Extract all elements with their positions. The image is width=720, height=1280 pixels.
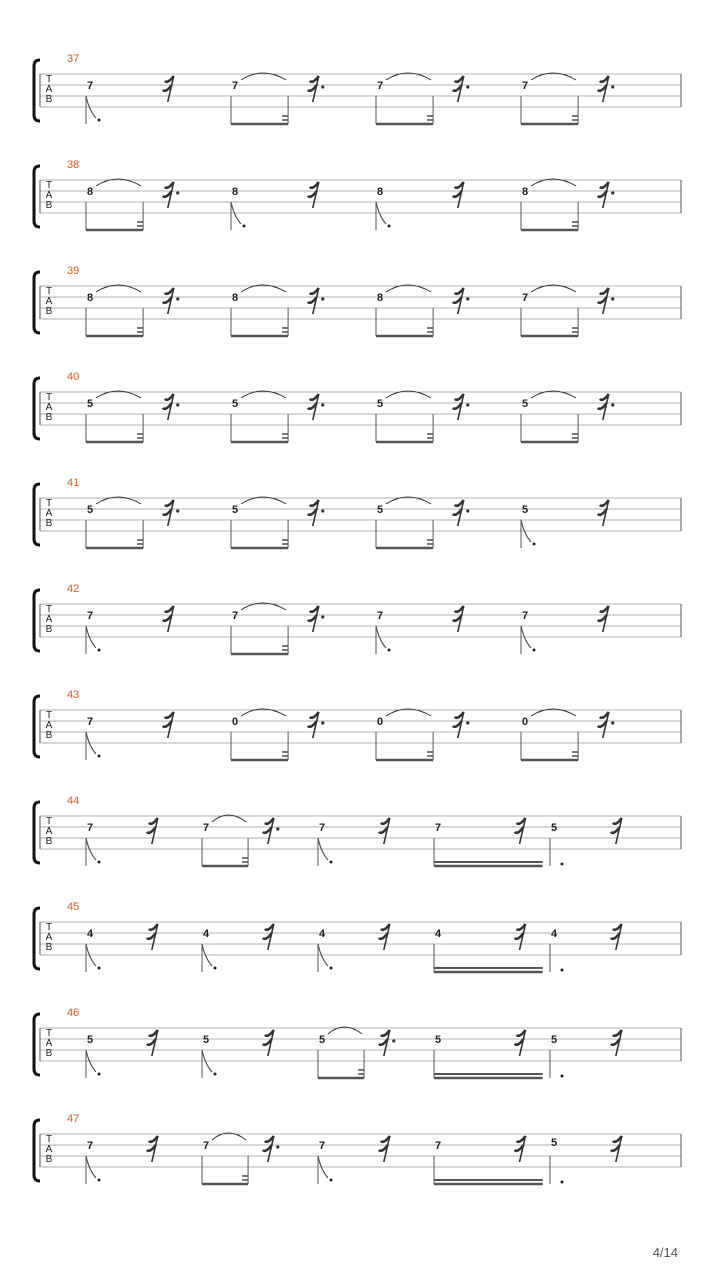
fret-number: 7 [376, 610, 384, 622]
rest-dot [466, 721, 469, 724]
rest-symbol [598, 712, 615, 738]
fret-number: 7 [376, 80, 384, 92]
rest-symbol [598, 606, 609, 632]
rest-dot [392, 1039, 395, 1042]
rest-symbol [379, 1136, 390, 1162]
system-bracket [34, 590, 40, 651]
duration-dot [533, 543, 536, 546]
rest-symbol [453, 606, 464, 632]
fret-number: 7 [86, 822, 94, 834]
duration-dot [561, 1075, 564, 1078]
tab-clef-letter: T [45, 180, 53, 191]
fret-number: 7 [86, 716, 94, 728]
rest-dot [466, 403, 469, 406]
tab-system [34, 795, 681, 866]
rest-symbol [611, 1136, 622, 1162]
tab-clef-letter: B [45, 1154, 53, 1165]
system-bracket [34, 802, 40, 863]
tab-clef-letter: A [45, 508, 53, 519]
tab-clef-letter: B [45, 94, 53, 105]
fret-number: 7 [231, 610, 239, 622]
fret-number: 4 [202, 928, 210, 940]
rest-dot [321, 615, 324, 618]
tab-system [34, 1113, 681, 1184]
fret-number: 4 [86, 928, 94, 940]
rest-symbol [453, 76, 470, 102]
rest-symbol [163, 76, 174, 102]
tab-clef-letter: B [45, 518, 53, 529]
fret-number: 5 [86, 504, 94, 516]
fret-number: 5 [376, 504, 384, 516]
rest-symbol [263, 1136, 280, 1162]
rest-symbol [308, 394, 325, 420]
page-number: 4/14 [652, 1245, 678, 1260]
fret-number: 0 [521, 716, 529, 728]
system-bracket [34, 484, 40, 545]
rest-symbol [163, 712, 174, 738]
tab-system [34, 371, 681, 442]
duration-dot [561, 1181, 564, 1184]
rest-dot [321, 721, 324, 724]
duration-dot [98, 861, 101, 864]
tab-clef-letter: A [45, 614, 53, 625]
fret-number: 7 [521, 292, 529, 304]
rest-dot [466, 297, 469, 300]
fret-number: 5 [86, 398, 94, 410]
rest-dot [611, 721, 614, 724]
fret-number: 7 [521, 610, 529, 622]
rest-symbol [263, 818, 280, 844]
duration-dot [561, 863, 564, 866]
fret-number: 5 [231, 398, 239, 410]
system-bracket [34, 166, 40, 227]
measure-number: 38 [67, 159, 80, 171]
fret-number: 8 [376, 292, 384, 304]
rest-symbol [163, 606, 174, 632]
tab-system [34, 53, 681, 124]
tab-system [34, 477, 681, 548]
tab-clef-letter: T [45, 922, 53, 933]
rest-symbol [598, 394, 615, 420]
rest-symbol [611, 1030, 622, 1056]
rest-dot [176, 191, 179, 194]
rest-symbol [163, 500, 180, 526]
system-bracket [34, 908, 40, 969]
duration-dot [214, 1073, 217, 1076]
tab-clef-letter: A [45, 296, 53, 307]
duration-dot [98, 1179, 101, 1182]
rest-dot [321, 85, 324, 88]
rest-symbol [598, 76, 615, 102]
fret-number: 5 [376, 398, 384, 410]
fret-number: 7 [202, 822, 210, 834]
rest-dot [276, 827, 279, 830]
fret-number: 5 [550, 822, 558, 834]
fret-number: 5 [550, 1137, 558, 1149]
rest-dot [176, 403, 179, 406]
rest-dot [176, 297, 179, 300]
fret-number: 7 [318, 1140, 326, 1152]
duration-dot [561, 969, 564, 972]
duration-dot [330, 1179, 333, 1182]
tab-clef-letter: A [45, 1038, 53, 1049]
rest-dot [321, 403, 324, 406]
system-bracket [34, 378, 40, 439]
tab-system [34, 583, 681, 654]
fret-number: 8 [376, 186, 384, 198]
fret-number: 8 [86, 292, 94, 304]
system-bracket [34, 1014, 40, 1075]
rest-dot [321, 297, 324, 300]
fret-number: 5 [521, 398, 529, 410]
rest-dot [466, 85, 469, 88]
fret-number: 5 [86, 1034, 94, 1046]
tab-clef-letter: B [45, 624, 53, 635]
measure-number: 47 [67, 1113, 80, 1125]
rest-symbol [598, 500, 609, 526]
measure-number: 41 [67, 477, 80, 489]
duration-dot [98, 755, 101, 758]
rest-symbol [379, 1030, 396, 1056]
rest-symbol [308, 606, 325, 632]
fret-number: 8 [86, 186, 94, 198]
rest-symbol [515, 924, 526, 950]
rest-symbol [163, 182, 180, 208]
rest-symbol [308, 712, 325, 738]
rest-symbol [308, 500, 325, 526]
duration-dot [214, 967, 217, 970]
rest-symbol [515, 1030, 526, 1056]
tab-system [34, 265, 681, 336]
fret-number: 7 [434, 822, 442, 834]
rest-symbol [379, 818, 390, 844]
measure-number: 42 [67, 583, 80, 595]
fret-number: 5 [550, 1034, 558, 1046]
rest-symbol [515, 1136, 526, 1162]
tab-system [34, 1007, 681, 1078]
duration-dot [533, 649, 536, 652]
rest-symbol [263, 1030, 274, 1056]
rest-symbol [308, 288, 325, 314]
rest-dot [321, 509, 324, 512]
fret-number: 7 [202, 1140, 210, 1152]
rest-symbol [515, 818, 526, 844]
rest-symbol [308, 76, 325, 102]
rest-symbol [147, 924, 158, 950]
rest-symbol [147, 818, 158, 844]
fret-number: 5 [434, 1034, 442, 1046]
fret-number: 5 [318, 1034, 326, 1046]
rest-symbol [163, 288, 180, 314]
duration-dot [388, 649, 391, 652]
fret-number: 4 [318, 928, 326, 940]
duration-dot [243, 225, 246, 228]
tab-clef-letter: T [45, 74, 53, 85]
tab-system [34, 689, 681, 760]
system-bracket [34, 1120, 40, 1181]
measure-number: 45 [67, 901, 80, 913]
tab-clef-letter: T [45, 710, 53, 721]
tab-clef-letter: T [45, 1134, 53, 1145]
tab-clef-letter: A [45, 84, 53, 95]
rest-symbol [147, 1030, 158, 1056]
fret-number: 5 [521, 504, 529, 516]
tab-clef-letter: B [45, 412, 53, 423]
fret-number: 7 [231, 80, 239, 92]
tab-clef-letter: A [45, 932, 53, 943]
tab-clef-letter: A [45, 402, 53, 413]
fret-number: 5 [202, 1034, 210, 1046]
tab-clef-letter: B [45, 730, 53, 741]
tab-clef-letter: B [45, 836, 53, 847]
rest-dot [176, 509, 179, 512]
tab-clef-letter: T [45, 392, 53, 403]
rest-symbol [379, 924, 390, 950]
tab-clef-letter: T [45, 498, 53, 509]
tab-system [34, 159, 681, 230]
measure-number: 40 [67, 371, 80, 383]
tab-clef-letter: A [45, 190, 53, 201]
rest-symbol [147, 1136, 158, 1162]
tab-clef-letter: A [45, 1144, 53, 1155]
tab-clef-letter: T [45, 286, 53, 297]
fret-number: 7 [86, 610, 94, 622]
fret-number: 7 [434, 1140, 442, 1152]
rest-symbol [453, 500, 470, 526]
tab-clef-letter: A [45, 826, 53, 837]
fret-number: 8 [231, 292, 239, 304]
rest-symbol [598, 182, 615, 208]
measure-number: 37 [67, 53, 80, 65]
tab-clef-letter: T [45, 604, 53, 615]
system-bracket [34, 272, 40, 333]
tab-clef-letter: B [45, 200, 53, 211]
fret-number: 8 [521, 186, 529, 198]
system-bracket [34, 696, 40, 757]
measure-number: 44 [67, 795, 80, 807]
fret-number: 7 [86, 80, 94, 92]
duration-dot [330, 967, 333, 970]
fret-number: 5 [231, 504, 239, 516]
rest-dot [611, 85, 614, 88]
fret-number: 0 [231, 716, 239, 728]
measure-number: 43 [67, 689, 80, 701]
fret-number: 0 [376, 716, 384, 728]
tab-system [34, 901, 681, 972]
system-bracket [34, 60, 40, 121]
rest-symbol [598, 288, 615, 314]
rest-dot [611, 191, 614, 194]
fret-number: 7 [521, 80, 529, 92]
rest-symbol [611, 818, 622, 844]
rest-symbol [453, 394, 470, 420]
rest-symbol [453, 712, 470, 738]
fret-number: 7 [86, 1140, 94, 1152]
duration-dot [98, 649, 101, 652]
tab-clef-letter: T [45, 816, 53, 827]
tab-clef-letter: B [45, 942, 53, 953]
duration-dot [98, 119, 101, 122]
tab-clef-letter: A [45, 720, 53, 731]
tab-clef-letter: B [45, 1048, 53, 1059]
duration-dot [388, 225, 391, 228]
duration-dot [98, 967, 101, 970]
tab-clef-letter: B [45, 306, 53, 317]
rest-dot [466, 509, 469, 512]
tab-clef-letter: T [45, 1028, 53, 1039]
rest-symbol [308, 182, 319, 208]
measure-number: 39 [67, 265, 80, 277]
fret-number: 4 [550, 928, 558, 940]
rest-symbol [163, 394, 180, 420]
measure-number: 46 [67, 1007, 80, 1019]
rest-symbol [453, 182, 464, 208]
rest-symbol [611, 924, 622, 950]
rest-dot [611, 297, 614, 300]
fret-number: 4 [434, 928, 442, 940]
fret-number: 8 [231, 186, 239, 198]
rest-symbol [453, 288, 470, 314]
rest-dot [611, 403, 614, 406]
duration-dot [98, 1073, 101, 1076]
rest-symbol [263, 924, 274, 950]
fret-number: 7 [318, 822, 326, 834]
duration-dot [330, 861, 333, 864]
rest-dot [276, 1145, 279, 1148]
